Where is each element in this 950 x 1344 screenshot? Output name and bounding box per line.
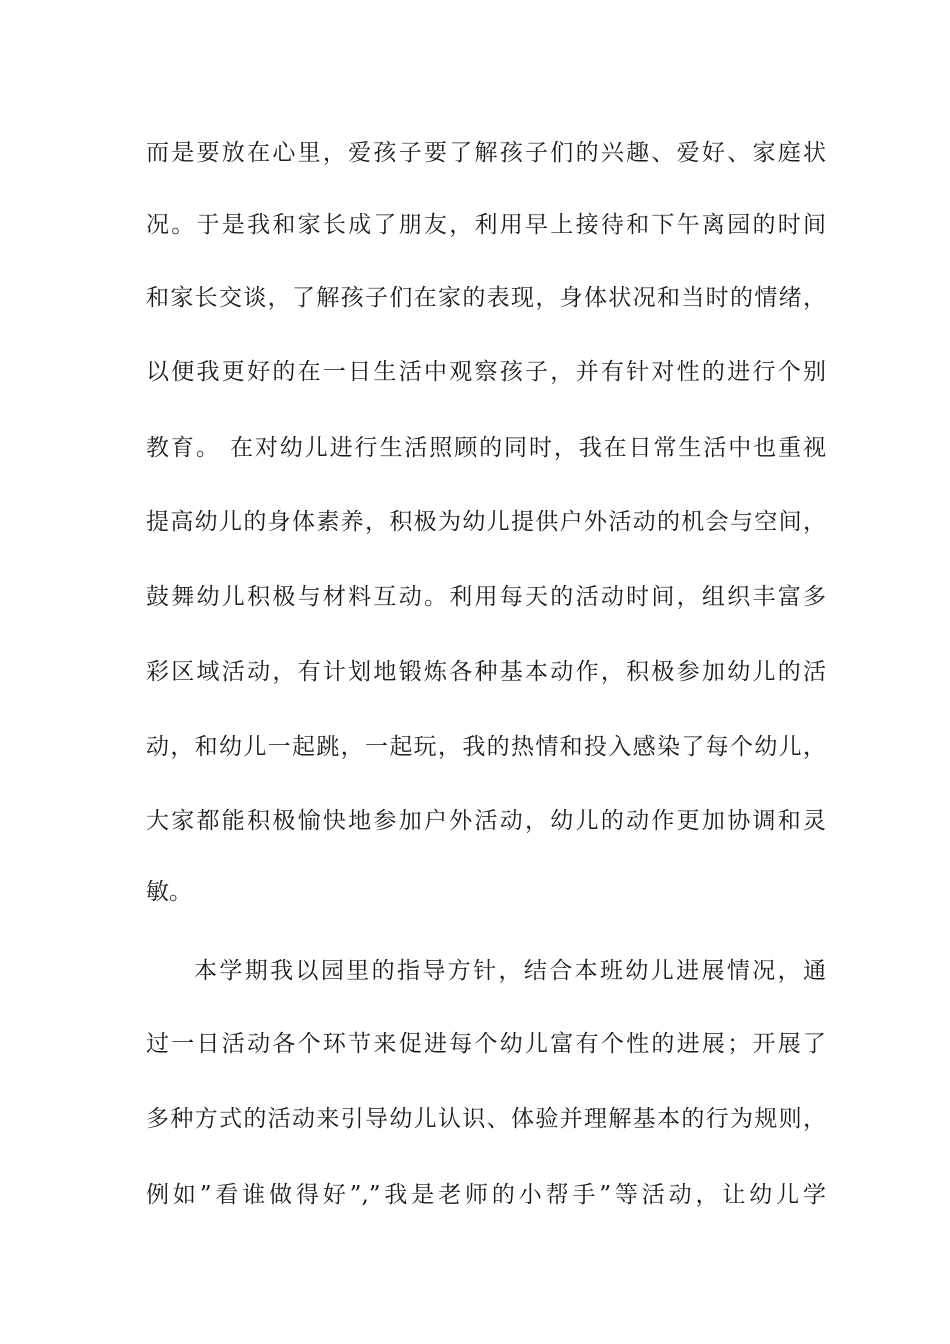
text-line-10: 大家都能积极愉快地参加户外活动，幼儿的动作更加协调和灵 — [146, 808, 826, 834]
text-line-2: 况。于是我和家长成了朋友，利用早上接待和下午离园的时间 — [146, 212, 826, 238]
text-line-11: 敏。 — [146, 879, 192, 905]
text-line-6: 提高幼儿的身体素养，积极为幼儿提供户外活动的机会与空间， — [146, 509, 826, 535]
text-line-1: 而是要放在心里，爱孩子要了解孩子们的兴趣、爱好、家庭状 — [146, 140, 826, 166]
text-line-5: 教育。 在对幼儿进行生活照顾的同时，我在日常生活中也重视 — [146, 435, 826, 461]
text-line-8: 彩区域活动，有计划地锻炼各种基本动作，积极参加幼儿的活 — [146, 659, 826, 685]
text-line-14: 多种方式的活动来引导幼儿认识、体验并理解基本的行为规则， — [146, 1106, 826, 1132]
paragraph-2-first-line: 本学期我以园里的指导方针，结合本班幼儿进展情况，通 — [194, 958, 826, 984]
text-line-7: 鼓舞幼儿积极与材料互动。利用每天的活动时间，组织丰富多 — [146, 584, 826, 610]
text-line-3: 和家长交谈，了解孩子们在家的表现，身体状况和当时的情绪， — [146, 285, 826, 311]
text-line-15: 例如”看谁做得好”,”我是老师的小帮手”等活动，让幼儿学 — [146, 1182, 826, 1208]
text-line-4: 以便我更好的在一日生活中观察孩子，并有针对性的进行个别 — [146, 359, 826, 385]
text-line-13: 过一日活动各个环节来促进每个幼儿富有个性的进展；开展了 — [146, 1031, 826, 1057]
text-line-9: 动，和幼儿一起跳，一起玩，我的热情和投入感染了每个幼儿， — [146, 734, 826, 760]
